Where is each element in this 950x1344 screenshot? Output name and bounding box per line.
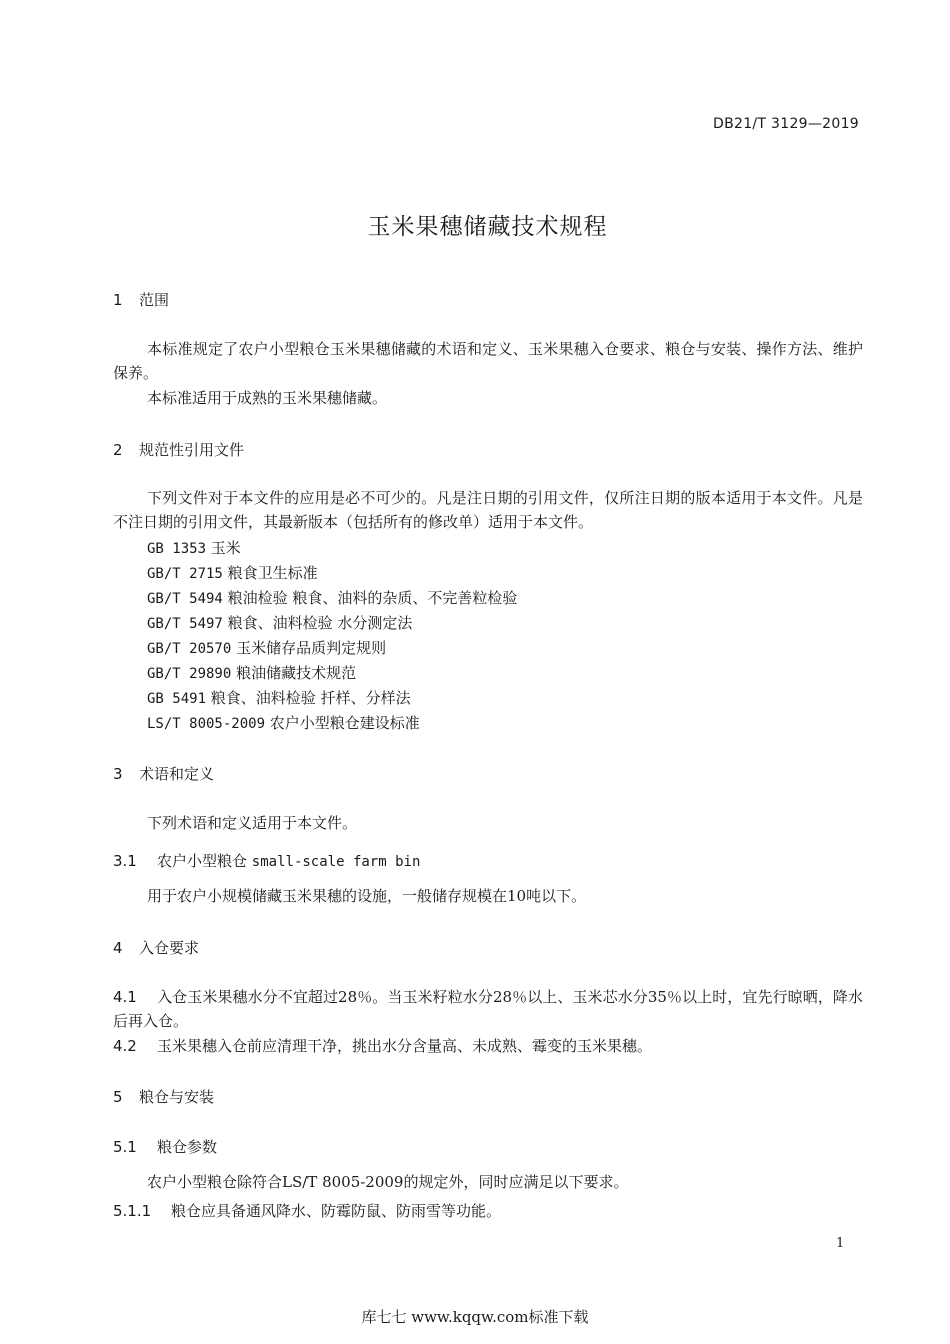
reference-item [147, 561, 318, 586]
section-1-heading [113, 289, 169, 310]
section-title: 入仓要求 [139, 939, 200, 957]
term-3-1-definition: 用于农户小规模储藏玉米果穗的设施，一般储存规模在10吨以下。 [147, 887, 587, 905]
page-number: 1 [836, 1236, 845, 1251]
reference-name: 粮食卫生标准 [227, 564, 318, 582]
clause-number: 4.2 [113, 1037, 137, 1055]
section-number: 5 [113, 1088, 123, 1106]
section-number: 2 [113, 441, 123, 459]
section-4-heading [113, 937, 199, 958]
reference-code: GB 5491 [147, 691, 207, 707]
term-name: 农户小型粮仓 [157, 852, 248, 870]
reference-name: 粮油检验 粮食、油料的杂质、不完善粒检验 [227, 589, 518, 607]
reference-code: GB/T 2715 [147, 566, 223, 582]
subsection-number: 5.1 [113, 1138, 137, 1156]
reference-item [147, 586, 517, 611]
document-number: DB21/T 3129—2019 [713, 116, 859, 132]
reference-item [147, 611, 412, 636]
clause-4-2 [113, 1034, 863, 1058]
term-english: small-scale farm bin [251, 854, 421, 870]
reference-item [147, 661, 356, 686]
section-title: 范围 [139, 291, 170, 309]
reference-item [147, 536, 241, 561]
subsection-5-1-paragraph: 农户小型粮仓除符合LS/T 8005-2009的规定外，同时应满足以下要求。 [147, 1173, 629, 1191]
section-1-paragraph-1: 本标准规定了农户小型粮仓玉米果穗储藏的术语和定义、玉米果穗入仓要求、粮仓与安装、操作方法、维护保养。 [113, 340, 863, 382]
section-3-paragraph-1: 下列术语和定义适用于本文件。 [147, 814, 358, 832]
reference-name: 玉米储存品质判定规则 [236, 639, 387, 657]
document-title: 玉米果穗储藏技术规程 [367, 214, 608, 240]
section-title: 粮仓与安装 [139, 1088, 215, 1106]
reference-name: 玉米 [210, 539, 241, 557]
section-number: 3 [113, 765, 123, 783]
section-1-paragraph-2: 本标准适用于成熟的玉米果穗储藏。 [147, 389, 388, 407]
clause-text: 入仓玉米果穗水分不宜超过28％。当玉米籽粒水分28％以上、玉米芯水分35％以上时，宜先行晾晒，降水后再入仓。 [113, 988, 863, 1030]
clause-number: 4.1 [113, 988, 137, 1006]
reference-name: 粮食、油料检验 扦样、分样法 [210, 689, 411, 707]
reference-item [147, 686, 411, 711]
section-3-heading [113, 763, 214, 784]
reference-code: GB/T 5497 [147, 616, 223, 632]
reference-code: GB/T 29890 [147, 666, 232, 682]
section-number: 4 [113, 939, 123, 957]
reference-code: LS/T 8005-2009 [147, 716, 266, 732]
clause-text: 玉米果穗入仓前应清理干净，挑出水分含量高、未成熟、霉变的玉米果穗。 [157, 1037, 653, 1055]
section-2-heading [113, 439, 244, 460]
reference-name: 农户小型粮仓建设标准 [269, 714, 420, 732]
footer-watermark: 库七七 www.kqqw.com标准下载 [361, 1308, 589, 1326]
reference-item [147, 711, 420, 736]
reference-name: 粮食、油料检验 水分测定法 [227, 614, 413, 632]
term-3-1-heading [113, 850, 420, 871]
section-5-heading [113, 1086, 214, 1107]
reference-name: 粮油储藏技术规范 [236, 664, 357, 682]
subsection-title: 粮仓参数 [157, 1138, 218, 1156]
section-number: 1 [113, 291, 123, 309]
reference-code: GB 1353 [147, 541, 207, 557]
clause-text: 粮仓应具备通风降水、防霉防鼠、防雨雪等功能。 [171, 1202, 502, 1220]
subsection-5-1-heading [113, 1136, 217, 1157]
clause-4-1 [113, 985, 863, 1033]
reference-item [147, 636, 386, 661]
clause-5-1-1 [113, 1199, 501, 1223]
section-title: 术语和定义 [139, 765, 215, 783]
section-title: 规范性引用文件 [139, 441, 245, 459]
reference-code: GB/T 20570 [147, 641, 232, 657]
term-number: 3.1 [113, 852, 137, 870]
clause-number: 5.1.1 [113, 1202, 152, 1220]
section-2-paragraph-1: 下列文件对于本文件的应用是必不可少的。凡是注日期的引用文件，仅所注日期的版本适用于本文件。凡是不注日期的引用文件，其最新版本（包括所有的修改单）适用于本文件。 [113, 489, 863, 531]
reference-code: GB/T 5494 [147, 591, 223, 607]
